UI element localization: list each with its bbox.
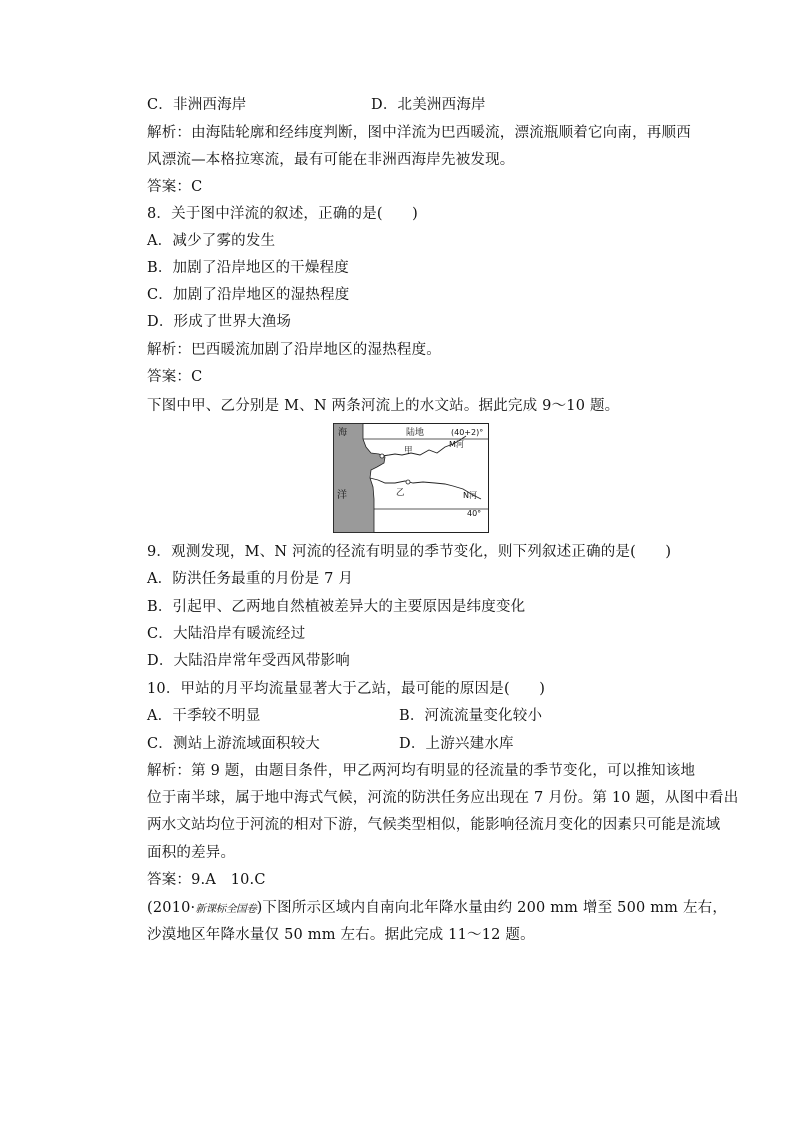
label-river-n: N河 [463, 491, 477, 500]
q9-option-c: C．大陆沿岸有暖流经过 [147, 626, 306, 642]
q7-explanation-line2: 风漂流—本格拉寒流，最有可能在非洲西海岸先被发现。 [147, 152, 515, 168]
q10-option-d: D．上游兴建水库 [399, 736, 514, 752]
label-lat-bottom: 40° [467, 509, 482, 518]
label-station-jia: 甲 [404, 446, 413, 456]
label-river-m: M河 [449, 440, 464, 449]
source-year: (2010· [147, 900, 196, 916]
river-map-figure [333, 423, 489, 533]
intro-9-10: 下图中甲、乙分别是 M、N 两条河流上的水文站。据此完成 9～10 题。 [147, 398, 620, 414]
q9-10-explanation-line1: 解析：第 9 题，由题目条件，甲乙两河均有明显的径流量的季节变化，可以推知该地 [147, 763, 696, 779]
q9-option-a: A．防洪任务最重的月份是 7 月 [147, 571, 354, 587]
q7-option-c: C．非洲西海岸 [147, 97, 247, 113]
q9-10-explanation-line2: 位于南半球，属于地中海式气候，河流的防洪任务应出现在 7 月份。第 10 题，从图中看出 [147, 790, 739, 806]
q7-answer: 答案：C [147, 179, 203, 195]
intro-11-12-text: )下图所示区域内自南向北年降水量由约 200 mm 增至 500 mm 左右， [256, 900, 728, 916]
q10-option-c: C．测站上游流域面积较大 [147, 736, 320, 752]
q7-explanation-line1: 解析：由海陆轮廓和经纬度判断，图中洋流为巴西暖流，漂流瓶顺着它向南，再顺西 [147, 125, 691, 141]
label-sea: 海 [338, 428, 348, 438]
river-map-svg [333, 423, 489, 533]
q9-option-b: B．引起甲、乙两地自然植被差异大的主要原因是纬度变化 [147, 599, 526, 615]
q8-stem: 8．关于图中洋流的叙述，正确的是( ) [147, 206, 419, 222]
station-jia-marker [380, 454, 384, 458]
q9-10-explanation-line4: 面积的差异。 [147, 845, 236, 861]
q8-answer: 答案：C [147, 369, 203, 385]
q10-option-b: B．河流流量变化较小 [399, 708, 543, 724]
label-land: 陆地 [406, 428, 425, 438]
label-station-yi: 乙 [396, 488, 405, 498]
q8-option-a: A．减少了雾的发生 [147, 233, 276, 249]
q8-explanation: 解析：巴西暖流加剧了沿岸地区的湿热程度。 [147, 342, 441, 358]
intro-11-12-line1 [147, 898, 727, 919]
station-yi-marker [406, 480, 410, 484]
q7-option-d: D．北美洲西海岸 [371, 97, 486, 113]
q8-option-d: D．形成了世界大渔场 [147, 314, 292, 330]
q10-stem: 10．甲站的月平均流量显著大于乙站，最可能的原因是( ) [147, 681, 546, 697]
intro-11-12-line2: 沙漠地区年降水量仅 50 mm 左右。据此完成 11～12 题。 [147, 927, 535, 943]
label-ocean: 洋 [337, 490, 347, 501]
q10-option-a: A．干季较不明显 [147, 708, 261, 724]
q9-stem: 9．观测发现，M、N 河流的径流有明显的季节变化，则下列叙述正确的是( ) [147, 544, 672, 560]
source-tag: 新课标全国卷 [195, 903, 257, 915]
q8-option-b: B．加剧了沿岸地区的干燥程度 [147, 260, 349, 276]
q9-option-d: D．大陆沿岸常年受西风带影响 [147, 653, 350, 669]
label-lat-top: (40+2)° [451, 428, 484, 437]
q9-10-explanation-line3: 两水文站均位于河流的相对下游，气候类型相似，能影响径流月变化的因素只可能是流域 [147, 817, 721, 833]
q8-option-c: C．加剧了沿岸地区的湿热程度 [147, 287, 350, 303]
q9-10-answer: 答案：9.A 10.C [147, 872, 266, 888]
